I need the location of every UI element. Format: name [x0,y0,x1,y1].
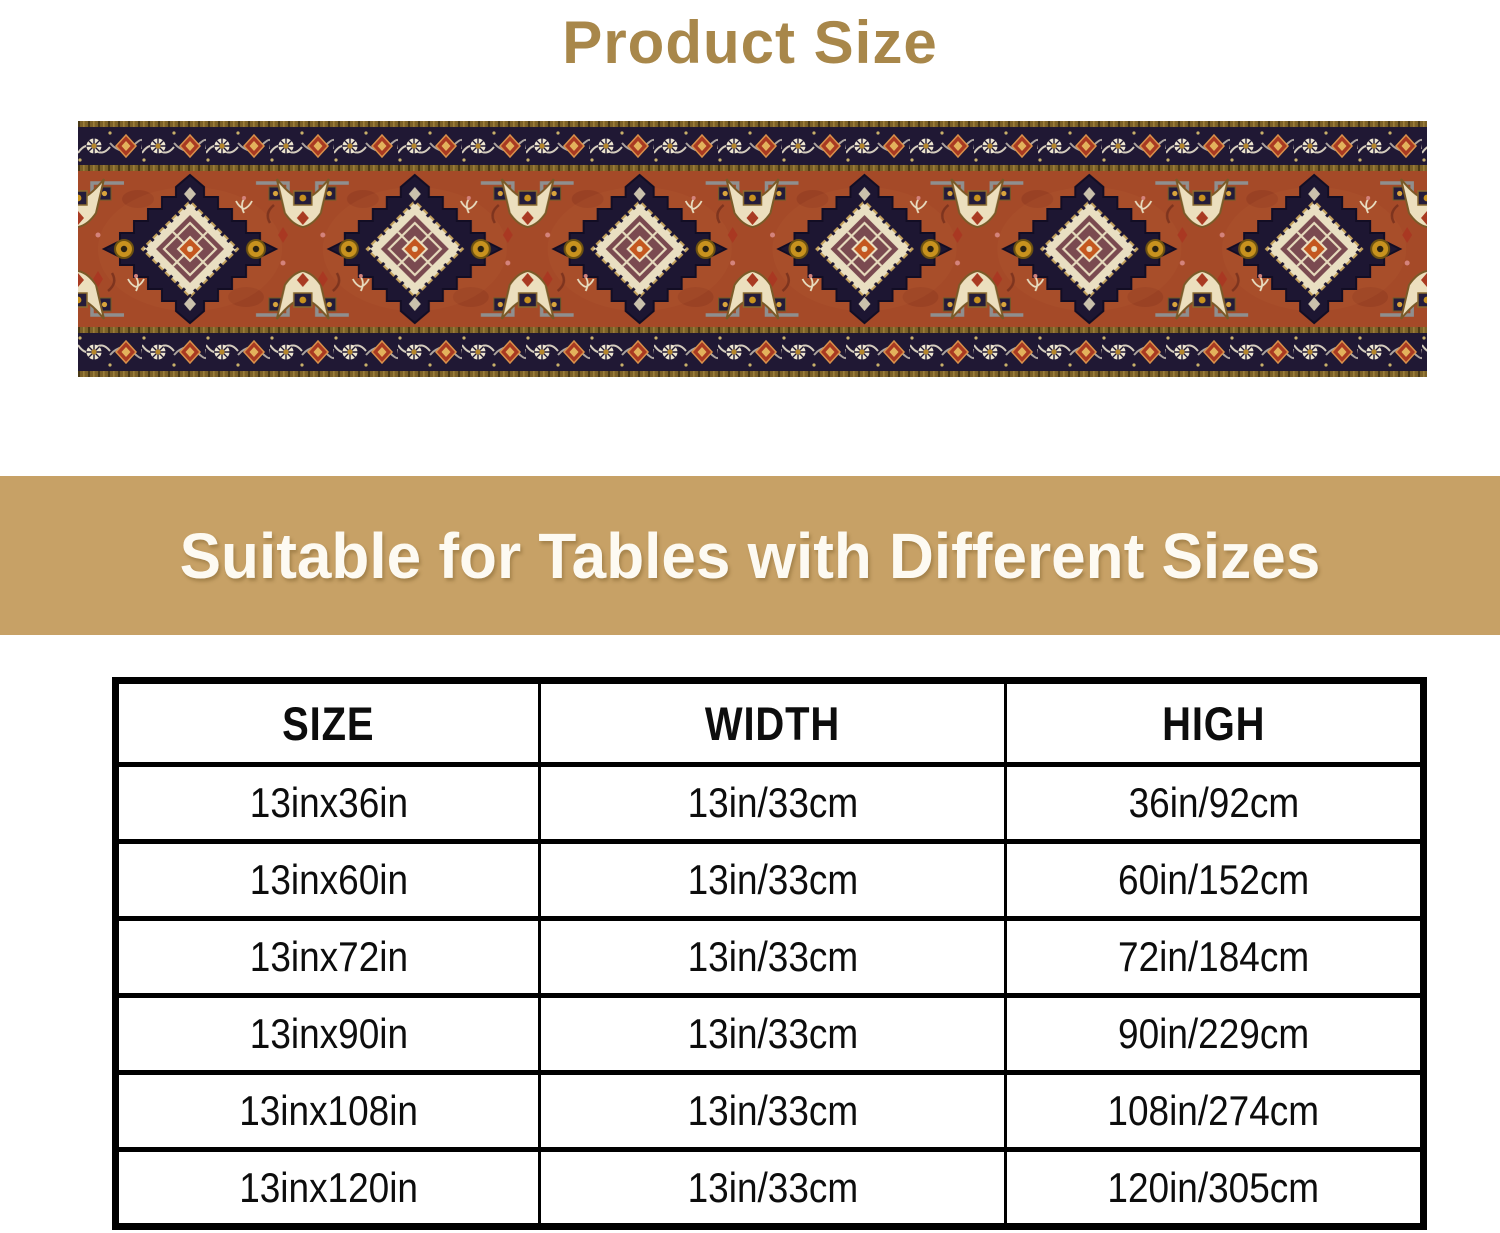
cell-value: 108in/274cm [1107,1087,1320,1134]
table-cell [116,919,540,996]
table-cell [1006,919,1424,996]
cell-value: 13inx72in [249,933,408,980]
table-row [116,996,1424,1073]
page-title: Product Size [562,8,938,76]
cell-value: 90in/229cm [1117,1010,1310,1057]
column-header-width-label: WIDTH [704,696,841,750]
table-row [116,765,1424,842]
table-cell [116,1150,540,1227]
size-table [112,677,1427,1230]
column-header-high [1006,681,1424,765]
table-cell [1006,1073,1424,1150]
table-cell [116,996,540,1073]
cell-value: 36in/92cm [1128,779,1299,826]
size-table-body [116,765,1424,1227]
table-cell [540,765,1006,842]
table-row [116,919,1424,996]
table-cell [1006,996,1424,1073]
table-row [116,842,1424,919]
cell-value: 13inx108in [239,1087,418,1134]
table-cell [540,842,1006,919]
cell-value: 13inx120in [239,1163,418,1211]
table-cell [540,1073,1006,1150]
cell-value: 72in/184cm [1117,933,1310,980]
cell-value: 13in/33cm [687,933,858,980]
column-header-size [116,681,540,765]
table-cell [540,996,1006,1073]
table-cell [1006,765,1424,842]
cell-value: 13in/33cm [687,1010,858,1057]
cell-value: 13inx60in [249,856,408,903]
table-row [116,1150,1424,1227]
table-runner-image [78,121,1427,377]
banner-text: Suitable for Tables with Different Sizes [179,519,1321,592]
table-cell [116,1073,540,1150]
table-cell [540,1150,1006,1227]
cell-value: 13in/33cm [687,856,858,903]
header-row [116,681,1424,765]
column-header-width [540,681,1006,765]
cell-value: 13inx36in [249,779,408,826]
table-cell [540,919,1006,996]
table-cell [116,842,540,919]
product-image [78,121,1427,377]
table-cell [1006,842,1424,919]
table-row [116,1073,1424,1150]
suitability-banner [0,476,1500,635]
table-cell [116,765,540,842]
table-cell [1006,1150,1424,1227]
column-header-size-label: SIZE [282,696,375,750]
cell-value: 13in/33cm [687,1163,858,1211]
cell-value: 120in/305cm [1107,1163,1320,1211]
column-header-high-label: HIGH [1161,696,1266,750]
cell-value: 13in/33cm [687,1087,858,1134]
cell-value: 60in/152cm [1117,856,1310,903]
size-table-header [116,681,1424,765]
cell-value: 13in/33cm [687,779,858,826]
cell-value: 13inx90in [249,1010,408,1057]
